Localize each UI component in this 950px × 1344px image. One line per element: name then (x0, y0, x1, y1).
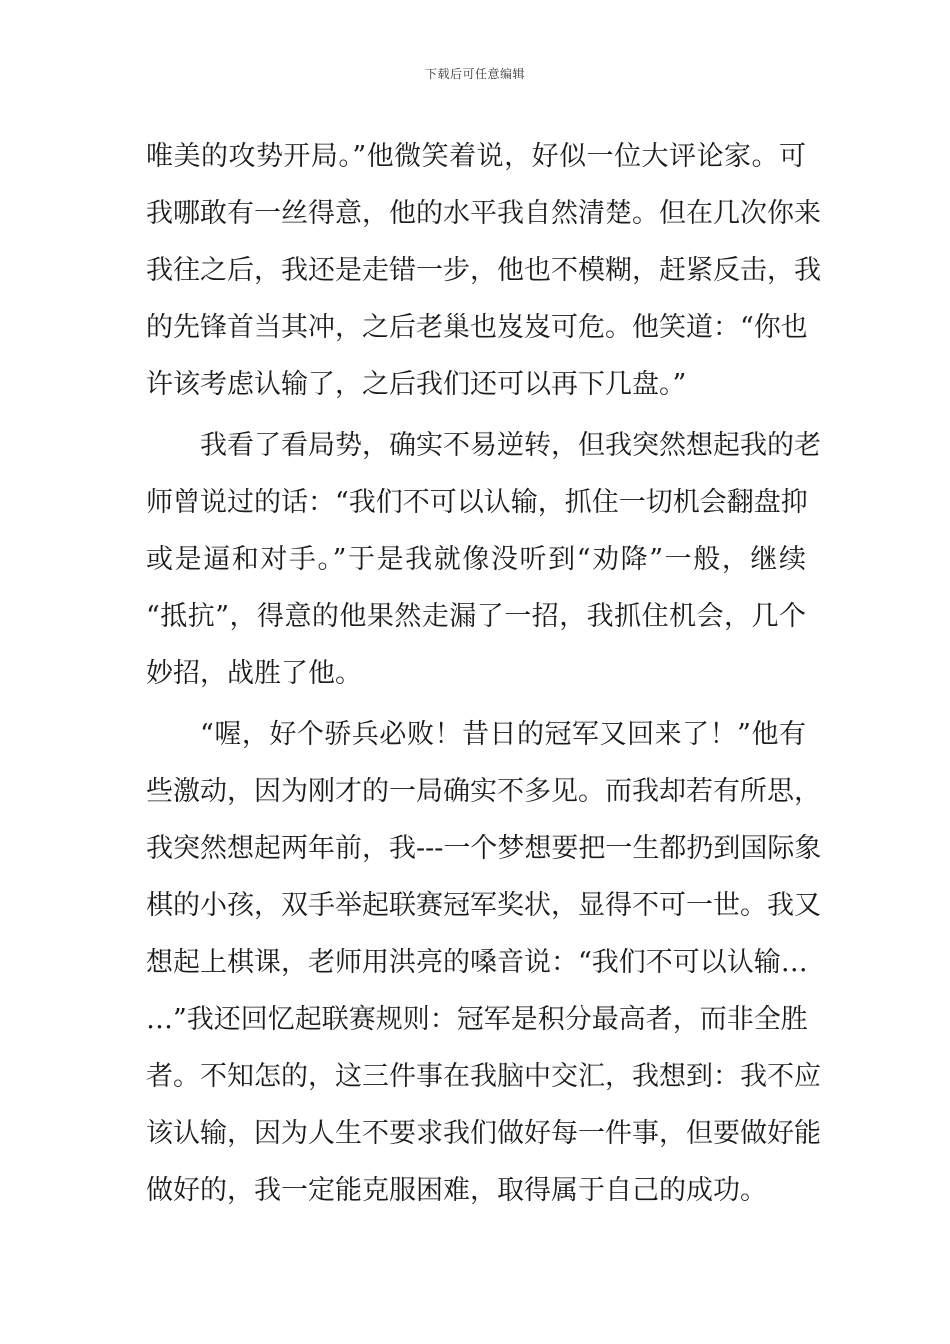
text-line: “喔，好个骄兵必败！昔日的冠军又回来了！”他有 (200, 719, 806, 750)
text-line: 想起上棋课，老师用洪亮的嗓音说：“我们不可以认输… (146, 947, 808, 978)
text-line: 的先锋首当其冲，之后老巢也岌岌可危。他笑道：“你也 (146, 312, 808, 343)
text-line: 些激动，因为刚才的一局确实不多见。而我却若有所思， (146, 776, 821, 807)
text-line: 许该考虑认输了，之后我们还可以再下几盘。” (146, 369, 687, 400)
page-header: 下载后可任意编辑 (424, 67, 525, 81)
text-line: 妙招，战胜了他。 (146, 658, 362, 689)
text-line: 棋的小孩，双手举起联赛冠军奖状，显得不可一世。我又 (146, 890, 821, 921)
text-line: 我突然想起两年前，我---一个梦想要把一生都扔到国际象 (146, 833, 822, 864)
text-line: 我看了看局势，确实不易逆转，但我突然想起我的老 (200, 430, 821, 461)
text-line: 做好的，我一定能克服困难，取得属于自己的成功。 (146, 1175, 767, 1206)
text-line: 我往之后，我还是走错一步，他也不模糊，赶紧反击，我 (146, 255, 821, 286)
text-line: “抵抗”，得意的他果然走漏了一招，我抓住机会，几个 (146, 601, 806, 632)
text-line: …”我还回忆起联赛规则：冠军是积分最高者，而非全胜 (146, 1004, 808, 1035)
text-line: 唯美的攻势开局。”他微笑着说，好似一位大评论家。可 (146, 141, 806, 172)
text-line: 该认输，因为人生不要求我们做好每一件事，但要做好能 (146, 1118, 821, 1149)
text-line: 者。不知怎的，这三件事在我脑中交汇，我想到：我不应 (146, 1061, 821, 1092)
text-line: 我哪敢有一丝得意，他的水平我自然清楚。但在几次你来 (146, 198, 821, 229)
body-text (146, 128, 822, 1219)
text-line: 师曾说过的话：“我们不可以认输，抓住一切机会翻盘抑 (146, 487, 808, 518)
text-line: 或是逼和对手。”于是我就像没听到“劝降”一般，继续 (146, 544, 806, 575)
